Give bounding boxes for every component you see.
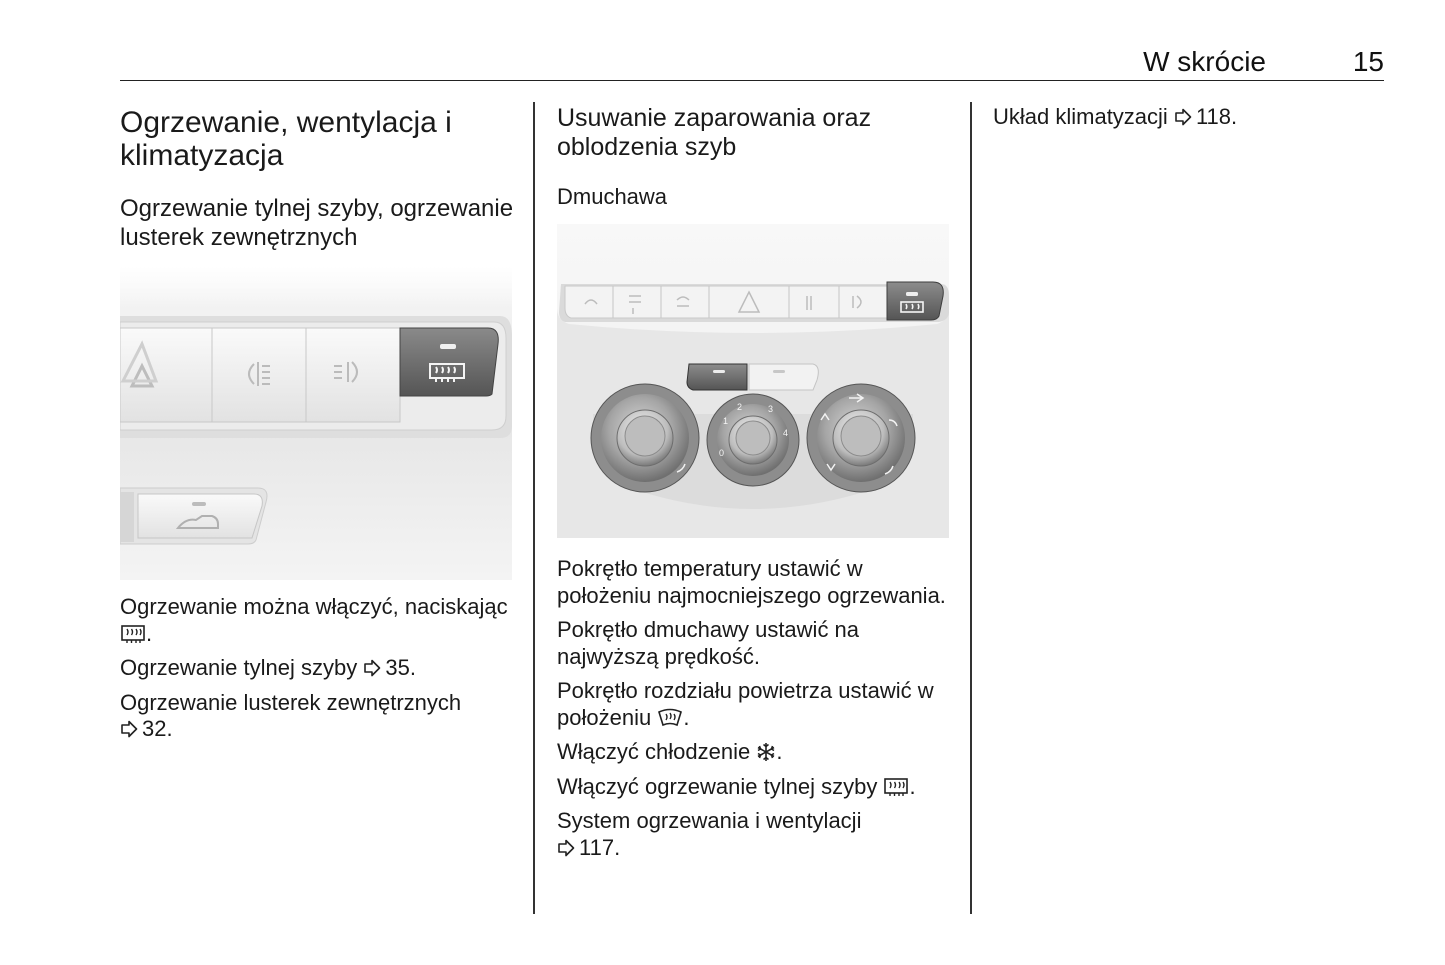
page-reference: 32. [142,716,173,741]
subsection-heading: Dmuchawa [557,184,668,209]
fan-speed-label: 3 [768,404,774,414]
paragraph: Ogrzewanie lusterek zewnętrznych 32. [120,689,462,741]
windscreen-defrost-icon [657,708,683,728]
climate-control-panel-illustration [557,224,949,538]
arrow-reference-icon [1174,108,1192,126]
page-reference: 35. [385,655,416,680]
paragraph: Ogrzewanie można włączyć, naciskając . [120,594,508,646]
subsection-heading: Ogrzewanie tylnej szyby, ogrzewanie lusterek zewnętrznych [120,195,514,251]
section-heading: Ogrzewanie, wentylacja i klimatyzacja [120,106,452,172]
column-3 [993,100,1388,139]
paragraph: System ogrzewania i wentylacji 117. [557,808,862,860]
paragraph: Pokrętło rozdziału powietrza ustawić w położeniu . [557,678,934,730]
paragraph: Pokrętło temperatury ustawić w położeniu najmocniejszego ogrzewania. [557,556,946,608]
column-1 [120,100,515,751]
page-number: 15 [1352,46,1384,77]
fan-speed-label: 4 [783,428,789,438]
paragraph: Włączyć ogrzewanie tylnej szyby . [557,773,916,799]
header-section-title: W skrócie [1143,46,1266,77]
snowflake-icon [756,742,776,762]
page-reference: 117. [579,834,621,860]
column-divider [970,102,972,914]
fan-speed-label: 1 [723,416,729,426]
page-reference: 118. [1195,104,1238,129]
paragraph: Włączyć chłodzenie . [557,739,783,764]
paragraph: Ogrzewanie tylnej szyby 35. [120,655,416,680]
section-heading: Usuwanie zaparowania oraz oblodzenia szyb [557,104,872,161]
rear-window-heater-icon [120,624,146,644]
column-2 [557,100,952,869]
rear-window-heater-icon [883,777,909,797]
column-divider [533,102,535,914]
fan-speed-label: 0 [719,448,725,458]
arrow-reference-icon [120,720,138,738]
fan-speed-label: 2 [737,402,743,412]
page-header [120,40,1384,81]
rear-defrost-switch-illustration [120,266,512,580]
arrow-reference-icon [557,839,575,857]
paragraph: Układ klimatyzacji 118. [993,104,1238,129]
arrow-reference-icon [363,659,381,677]
paragraph: Pokrętło dmuchawy ustawić na najwyższą prędkość. [557,617,860,669]
